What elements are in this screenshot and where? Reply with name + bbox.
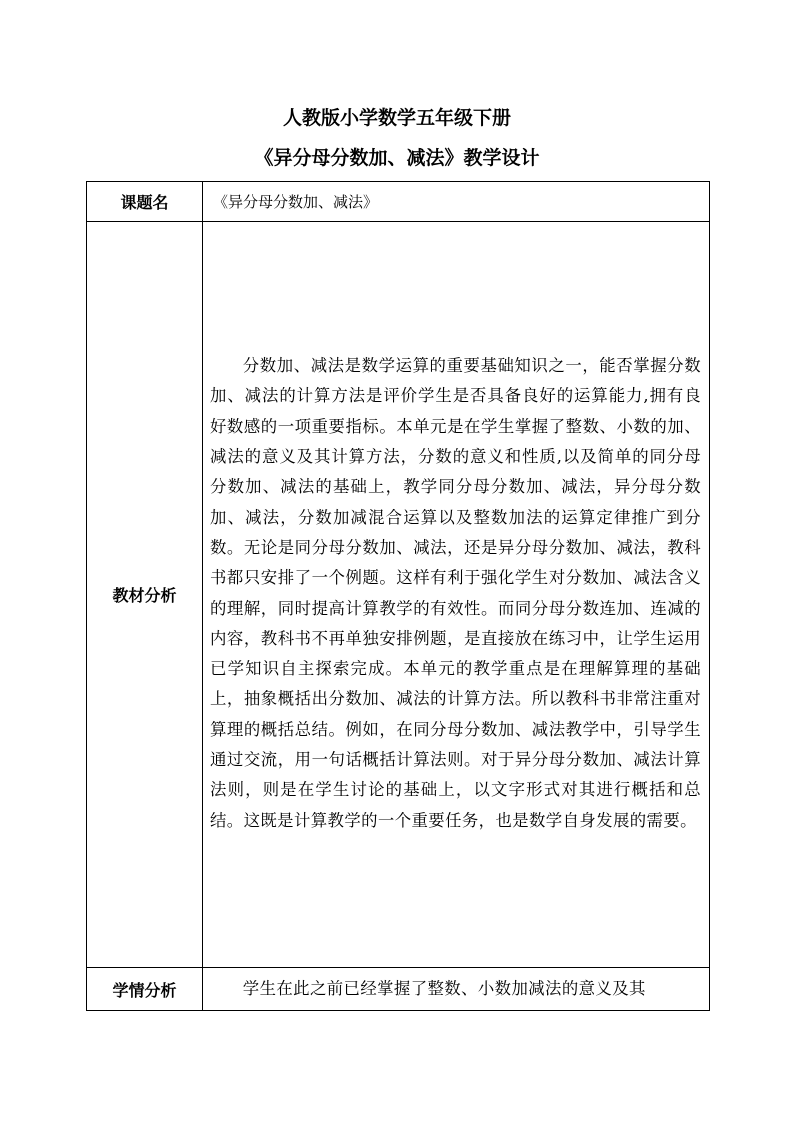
row-content-textbook-analysis [203, 222, 710, 968]
table-row-textbook-analysis [87, 222, 710, 968]
lesson-design-table [86, 181, 710, 1011]
document-title: 人教版小学数学五年级下册 [282, 107, 511, 129]
row-content-lesson-title [203, 182, 710, 222]
row-label-student-analysis: 学情分析 [87, 968, 203, 1011]
row-label-lesson-title: 课题名 [87, 182, 203, 222]
lesson-title-value: 《异分母分数加、减法》 [213, 192, 379, 211]
row-label-textbook-analysis: 教材分析 [87, 222, 203, 968]
textbook-analysis-text: 分数加、减法是数学运算的重要基础知识之一，能否掌握分数加、减法的计算方法是评价学生是否具备良好的运算能力,拥有良好数感的一项重要指标。本单元是在学生掌握了整数、小数的加、减法的意义及其计算方法，分数的意义和性质,以及简单的同分母分数加、减法的基础上，教学同分母分数加、减法，异分母分数加、减法，分数加减混合运算以及整数加法的运算定律推广到分数。无论是同分母分数加、减法，还是异分母分数加、减法，教科书都只安排了一个例题。这样有利于强化学生对分数加、减法含义的理解，同时提高计算教学的有效性。而同分母分数连加、连减的内容，教科书不再单独安排例题，是直接放在练习中，让学生运用已学知识自主探索完成。本单元的教学重点是在理解算理的基础上，抽象概括出分数加、减法的计算方法。所以教科书非常注重对算理的概括总结。例如，在同分母分数加、减法教学中，引导学生通过交流，用一句话概括计算法则。对于异分母分数加、减法计算法则，则是在学生讨论的基础上，以文字形式对其进行概括和总结。这既是计算教学的一个重要任务，也是数学自身发展的需要。 [210, 356, 701, 830]
table-row-lesson-title [87, 182, 710, 222]
student-analysis-text: 学生在此之前已经掌握了整数、小数加减法的意义及其 [242, 979, 646, 998]
row-content-student-analysis [203, 968, 710, 1011]
table-row-student-analysis [87, 968, 710, 1011]
document-subtitle: 《异分母分数加、减法》教学设计 [254, 147, 540, 169]
